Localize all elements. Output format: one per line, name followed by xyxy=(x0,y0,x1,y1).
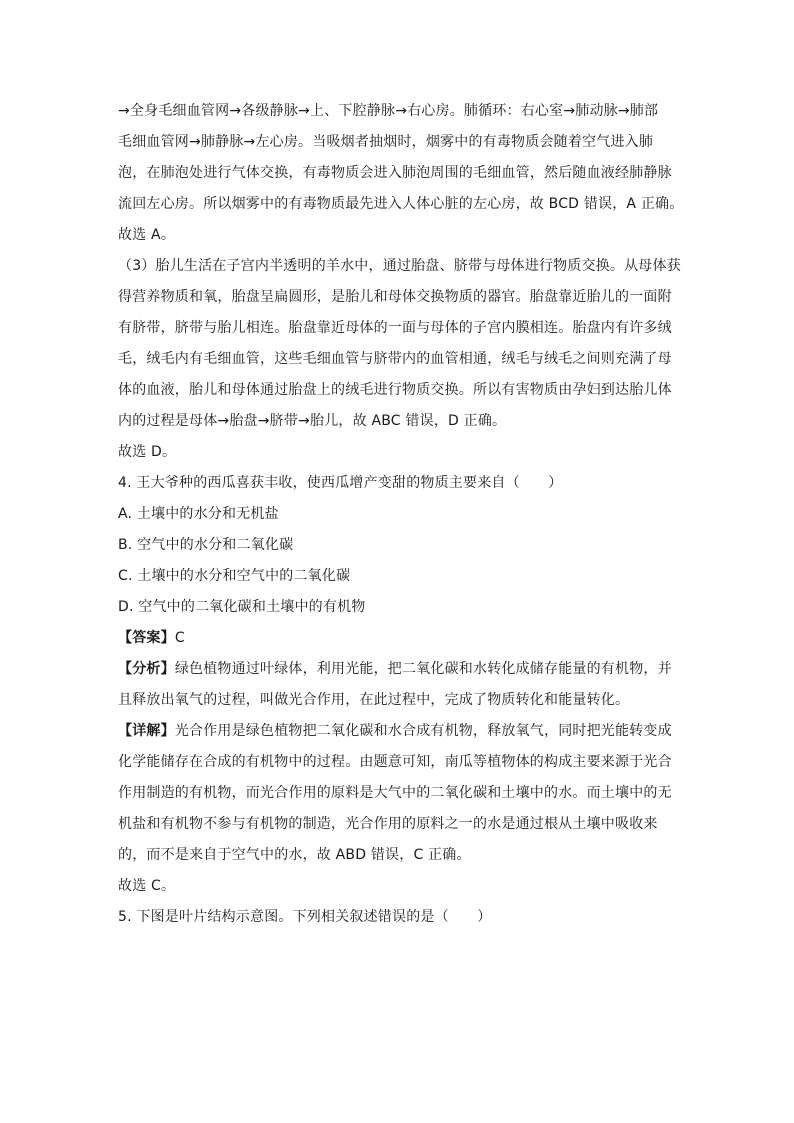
text-line: （3）胎儿生活在子宫内半透明的羊水中，通过胎盘、脐带与母体进行物质交换。从母体获 xyxy=(118,258,681,274)
detail-line: 作用制造的有机物，而光合作用的原料是大气中的二氧化碳和土壤中的水。而土壤中的无 xyxy=(118,785,672,801)
option-b: B. 空气中的水分和二氧化碳 xyxy=(118,537,294,553)
detail-line: 机盐和有机物不参与有机物的制造，光合作用的原料之一的水是通过根从土壤中吸收来 xyxy=(118,816,658,832)
text-line: 得营养物质和氧，胎盘呈扁圆形，是胎儿和母体交换物质的器官。胎盘靠近胎儿的一面附 xyxy=(118,289,672,305)
answer-value: C xyxy=(174,630,185,646)
document-body xyxy=(118,96,684,933)
analysis-line xyxy=(118,654,678,685)
text-line: 流回左心房。所以烟雾中的有毒物质最先进入人体心脏的左心房，故 BCD 错误，A 正确。 xyxy=(118,196,684,212)
analysis-text: 绿色植物通过叶绿体，利用光能，把二氧化碳和水转化成储存能量的有机物，并 xyxy=(174,661,672,677)
text-line: 有脐带，脐带与胎儿相连。胎盘靠近母体的一面与母体的子宫内膜相连。胎盘内有许多绒 xyxy=(118,320,672,336)
analysis-tag: 【分析】 xyxy=(118,661,175,677)
text-line: 泡，在肺泡处进行气体交换，有毒物质会进入肺泡周围的毛细血管，然后随血液经肺静脉 xyxy=(118,165,672,181)
text-line: 毛，绒毛内有毛细血管，这些毛细血管与脐带内的血管相通，绒毛与绒毛之间则充满了母 xyxy=(118,351,672,367)
question-4: 4. 王大爷种的西瓜喜获丰收，使西瓜增产变甜的物质主要来自（ ） xyxy=(118,475,563,491)
analysis-line: 且释放出氧气的过程，叫做光合作用，在此过程中，完成了物质转化和能量转化。 xyxy=(118,692,630,708)
text-line: 体的血液，胎儿和母体通过胎盘上的绒毛进行物质交换。所以有害物质由孕妇到达胎儿体 xyxy=(118,382,672,398)
detail-tag: 【详解】 xyxy=(118,723,175,739)
detail-line: 化学能储存在合成的有机物中的过程。由题意可知，南瓜等植物体的构成主要来源于光合 xyxy=(118,754,672,770)
question-5: 5. 下图是叶片结构示意图。下列相关叙述错误的是（ ） xyxy=(118,909,492,925)
conclusion-line: 故选 D。 xyxy=(118,444,177,460)
conclusion-line: 故选 C。 xyxy=(118,878,176,894)
detail-text: 光合作用是绿色植物把二氧化碳和水合成有机物，释放氧气，同时把光能转变成 xyxy=(174,723,672,739)
option-c: C. 土壤中的水分和空气中的二氧化碳 xyxy=(118,568,351,584)
text-line: →全身毛细血管网→各级静脉→上、下腔静脉→右心房。肺循环：右心室→肺动脉→肺部 xyxy=(118,103,659,119)
option-d: D. 空气中的二氧化碳和土壤中的有机物 xyxy=(118,599,366,615)
option-a: A. 土壤中的水分和无机盐 xyxy=(118,506,279,522)
text-line: 毛细血管网→肺静脉→左心房。当吸烟者抽烟时，烟雾中的有毒物质会随着空气进入肺 xyxy=(118,134,654,150)
text-line: 内的过程是母体→胎盘→脐带→胎儿，故 ABC 错误，D 正确。 xyxy=(118,413,507,429)
detail-line xyxy=(118,716,678,747)
detail-line: 的，而不是来自于空气中的水，故 ABD 错误，C 正确。 xyxy=(118,847,471,863)
answer-tag: 【答案】 xyxy=(118,630,175,646)
conclusion-line: 故选 A。 xyxy=(118,227,176,243)
answer-line xyxy=(118,623,678,654)
